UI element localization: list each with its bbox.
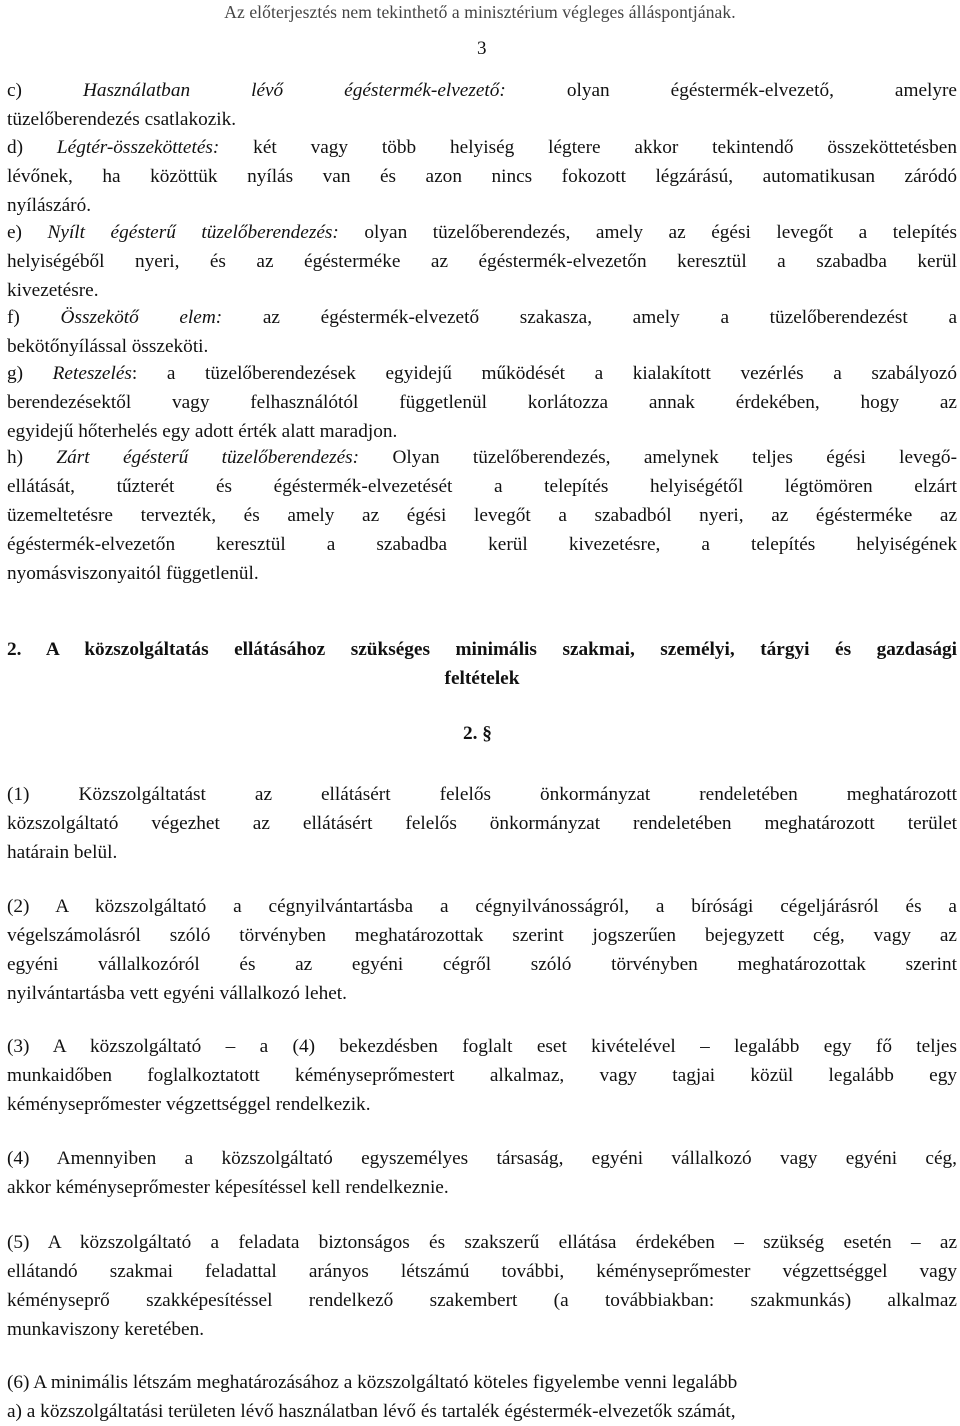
definition-d: d) Légtér-összeköttetés: két vagy több helyiség légtere akkor tekintendő összeköttetésben lévőnek, ha közöttük nyílás van és azon nincs fokozott légzárású, automatikusan záródó nyílászáró. bbox=[7, 137, 957, 216]
definition-h: h) Zárt égésterű tüzelőberendezés: Olyan tüzelőberendezés, amelynek teljes égési levegő- ellátását, tűzterét és égéstermék-elvezetését a telepítés helyiségétől légtömören elzárt üzemeltetésre tervezték, és amely az égési levegőt a szabadból nyeri, az égésterméke az égéstermék-elvezetőn keresztül a szabadba kerül kivezetésre, a telepítés helyiségének nyomásviszonyaitól függetlenül. bbox=[7, 447, 957, 584]
definition-f: f) Összekötő elem: az égéstermék-elvezető szakasza, amely a tüzelőberendezést a bekötőnyílással összeköti. bbox=[7, 307, 958, 357]
page-number: 3 bbox=[477, 38, 487, 59]
paragraph-6: (6) A minimális létszám meghatározásához a közszolgáltató köteles figyelembe venni legalább a) a közszolgáltatási területen lévő használatban lévő és tartalék égéstermék-elvezetők számát, bbox=[7, 1372, 738, 1422]
paragraph-1: (1) Közszolgáltatást az ellátásért felelős önkormányzat rendeletében meghatározott közszolgáltató végezhet az ellátásért felelős önkormányzat rendeletében meghatározott terület határain belül. bbox=[7, 784, 957, 863]
def-term: Légtér-összeköttetés: bbox=[56, 137, 220, 158]
paragraph-5: (5) A közszolgáltató a feladata biztonságos és szakszerű ellátása érdekében – szükség esetén – az ellátandó szakmai feladattal arányos létszámú további, kéményseprőmester végzettséggel vagy kéményseprő szakképesítéssel rendelkező szakembert (a továbbiakban: szakmunkás) alkalmaz munkaviszony keretében. bbox=[7, 1232, 957, 1340]
paragraph-4: (4) Amennyiben a közszolgáltató egyszemélyes társaság, egyéni vállalkozó vagy egyéni cég, akkor kéményseprőmester képesítéssel kell rendelkeznie. bbox=[7, 1148, 957, 1198]
def-label: c) bbox=[7, 80, 22, 101]
disclaimer-header: Az előterjesztés nem tekinthető a minisztérium végleges álláspontjának. bbox=[224, 2, 736, 22]
def-label: f) bbox=[7, 307, 20, 328]
def-term: Zárt égésterű tüzelőberendezés: bbox=[56, 447, 360, 468]
definition-e: e) Nyílt égésterű tüzelőberendezés: olyan tüzelőberendezés, amely az égési levegőt a telepítés helyiségéből nyeri, és az égésterméke az égéstermék-elvezetőn keresztül a szabadba kerül kivezetésre. bbox=[7, 222, 957, 301]
definition-c: c) Használatban lévő égéstermék-elvezető: olyan égéstermék-elvezető, amelyre tüzelőberendezés csatlakozik. bbox=[7, 80, 957, 130]
def-label: h) bbox=[7, 447, 24, 468]
paragraph-3: (3) A közszolgáltató – a (4) bekezdésben foglalt eset kivételével – legalább egy fő teljes munkaidőben foglalkoztatott kéményseprőmestert alkalmaz, vagy tagjai közül legalább egy kéményseprőmester végzettséggel rendelkezik. bbox=[7, 1036, 957, 1115]
chapter-heading: 2. A közszolgáltatás ellátásához szükséges minimális szakmai, személyi, tárgyi és gazdasági feltételek bbox=[7, 639, 957, 689]
def-term: Reteszelés bbox=[52, 363, 132, 384]
def-label: g) bbox=[7, 363, 24, 384]
paragraph-2: (2) A közszolgáltató a cégnyilvántartásba a cégnyilvánosságról, a bírósági cégeljárásról és a végelszámolásról szóló törvényben meghatározottak szerint jogszerűen bejegyzett cég, vagy az egyéni vállalkozóról és az egyéni cégről szóló törvényben meghatározottak szerint nyilvántartásba vett egyéni vállalkozó lehet. bbox=[7, 896, 957, 1004]
def-label: e) bbox=[7, 222, 22, 243]
def-term: Használatban lévő égéstermék-elvezető: bbox=[82, 80, 506, 101]
def-term: Összekötő elem: bbox=[60, 307, 223, 328]
def-label: d) bbox=[7, 137, 24, 158]
def-term: Nyílt égésterű tüzelőberendezés: bbox=[47, 222, 339, 243]
section-number: 2. § bbox=[463, 723, 492, 744]
definition-g: g) Reteszelés: a tüzelőberendezések egyidejű működését a kialakított vezérlés a szabályozó berendezésektől vagy felhasználótól függetlenül korlátozza annak érdekében, hogy az egyidejű hőterhelés egy adott érték alatt maradjon. bbox=[7, 363, 958, 442]
